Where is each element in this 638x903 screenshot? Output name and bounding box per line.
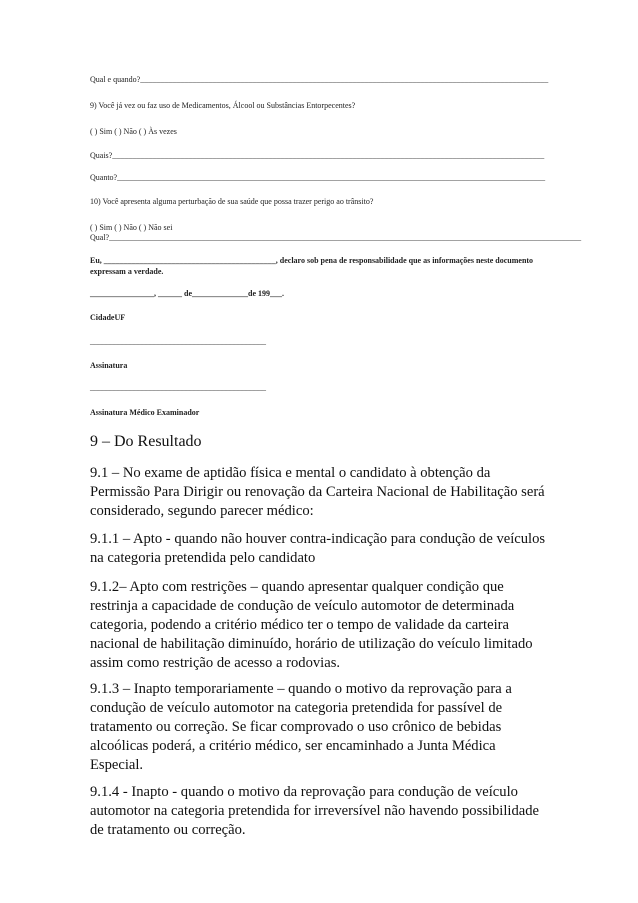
paragraph-9-1-3 — [90, 680, 550, 775]
paragraph-9-1-1 — [90, 530, 550, 568]
paragraph-line: 9.1.3 – Inapto temporariamente – quando o motivo da reprovação para a — [90, 681, 512, 697]
question-9-which-line: Quais?____________________________________________________________________________________________________________ — [90, 151, 545, 160]
declaration-line-2: expressam a verdade. — [90, 267, 164, 276]
declaration-line-1: Eu, ___________________________________________, declaro sob pena de responsabilidade que as informações neste documento — [90, 256, 534, 265]
paragraph-9-1-2 — [90, 578, 550, 673]
signature-line-1: ____________________________________________ — [90, 337, 266, 346]
signature-line-2: ____________________________________________ — [90, 383, 266, 392]
doctor-signature-label: Assinatura Médico Examinador — [90, 408, 200, 417]
paragraph-line: Permissão Para Dirigir ou renovação da Carteira Nacional de Habilitação será — [90, 484, 545, 500]
paragraph-9-1 — [90, 464, 550, 521]
date-line: ________________, ______ de______________de 199___. — [90, 289, 284, 298]
paragraph-line: 9.1.1 – Apto - quando não houver contra-indicação para condução de veículos — [90, 531, 546, 547]
paragraph-line: 9.1.4 - Inapto - quando o motivo da reprovação para condução de veículo — [90, 784, 518, 800]
question-10: 10) Você apresenta alguma perturbação de sua saúde que possa trazer perigo ao trânsito? — [90, 197, 374, 206]
paragraph-line: condução de veículo automotor na categoria pretendida for passível de — [90, 700, 503, 716]
paragraph-line: 9.1.2– Apto com restrições – quando apresentar qualquer condição que — [90, 579, 504, 595]
question-9-options: ( ) Sim ( ) Não ( ) Às vezes — [90, 127, 177, 136]
paragraph-line: 9.1 – No exame de aptidão física e mental o candidato à obtenção da — [90, 465, 491, 481]
paragraph-line: Especial. — [90, 757, 144, 773]
section-heading: 9 – Do Resultado — [90, 433, 202, 450]
paragraph-line: categoria, podendo a critério médico ter o tempo de validade da carteira — [90, 617, 509, 633]
question-9: 9) Você já vez ou faz uso de Medicamentos, Álcool ou Substâncias Entorpecentes? — [90, 101, 356, 110]
paragraph-line: restrinja a capacidade de condução de veículo automotor de determinada — [90, 598, 515, 614]
paragraph-line: na categoria pretendida pelo candidato — [90, 550, 316, 566]
question-10-options: ( ) Sim ( ) Não ( ) Não sei — [90, 223, 173, 232]
signature-label: Assinatura — [90, 361, 128, 370]
city-uf-label: CidadeUF — [90, 313, 126, 322]
question-when-line: Qual e quando?______________________________________________________________________________________________________ — [90, 75, 549, 84]
paragraph-line: tratamento ou correção. Se ficar comprovado o uso crônico de bebidas — [90, 719, 502, 735]
paragraph-9-1-4 — [90, 783, 550, 840]
paragraph-line: nacional de habilitação diminuído, horário de utilização do veículo limitado — [90, 636, 533, 652]
paragraph-line: automotor na categoria pretendida for irreversível não havendo possibilidade — [90, 803, 540, 819]
question-10-which-line: Qual?______________________________________________________________________________________________________________________ — [90, 233, 582, 242]
paragraph-line: assim como restrição de acesso a rodovias. — [90, 655, 341, 671]
paragraph-line: alcoólicas poderá, a critério médico, ser encaminhado a Junta Médica — [90, 738, 496, 754]
paragraph-line: de tratamento ou correção. — [90, 822, 246, 838]
question-9-how-much-line: Quanto?___________________________________________________________________________________________________________ — [90, 173, 546, 182]
paragraph-line: considerado, segundo parecer médico: — [90, 503, 314, 519]
